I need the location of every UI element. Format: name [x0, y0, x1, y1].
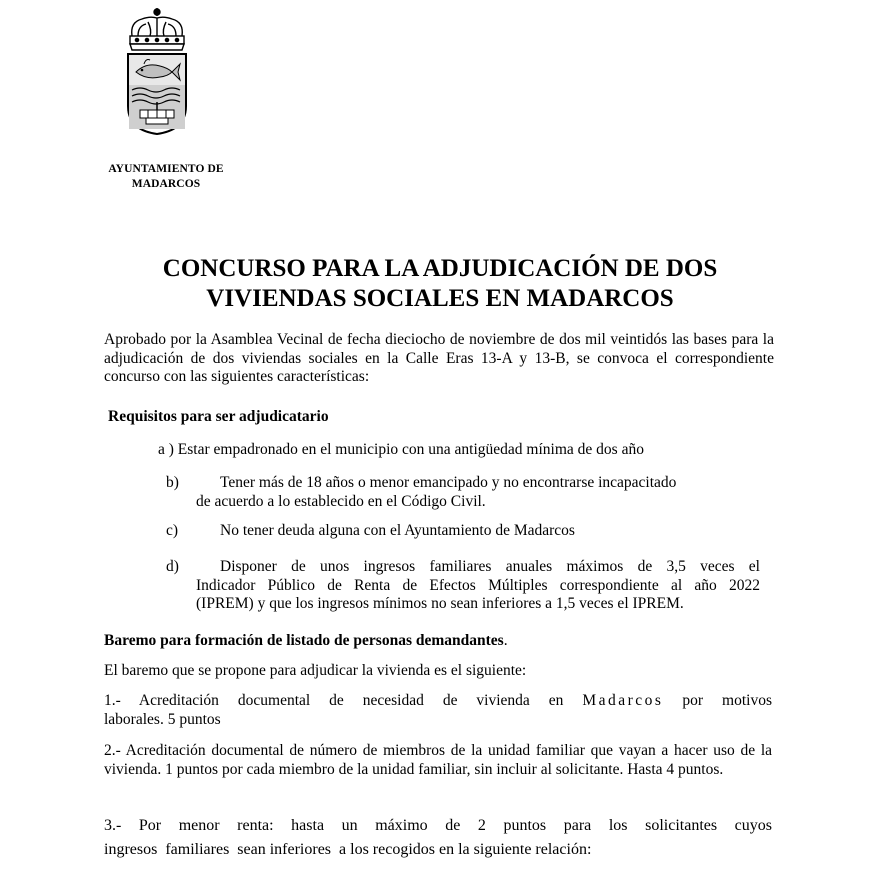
requirement-c-letter: c): [166, 522, 179, 539]
scale-point-1-line2: laborales. 5 puntos: [104, 710, 221, 728]
requirements-heading: Requisitos para ser adjudicatario: [108, 408, 329, 425]
organization-name-line1: AYUNTAMIENTO DE: [108, 163, 224, 175]
coat-of-arms-logo: [124, 6, 190, 136]
scale-intro: El baremo que se propone para adjudicar la vivienda es el siguiente:: [104, 662, 527, 679]
scale-point-3: [104, 814, 772, 862]
scale-point-3-line2: ingresos familiares sean inferiores a los recogidos en la siguiente relación:: [104, 841, 592, 858]
intro-paragraph: Aprobado por la Asamblea Vecinal de fecha dieciocho de noviembre de dos mil veintidós las bases para la adjudicación de dos viviendas sociales en la Calle Eras 13-A y 13-B, se convoca el correspondiente concurso con las siguientes características:: [104, 331, 774, 385]
requirement-d-body: [196, 558, 760, 614]
document-title: [90, 254, 790, 314]
scale-heading-text: Baremo para formación de listado de personas demandantes: [104, 632, 504, 649]
requirement-b-body: [196, 474, 760, 511]
requirement-d-line1: Disponer de unos ingresos familiares anuales máximos de 3,5 veces el: [220, 558, 760, 575]
scale-point-1: [104, 692, 772, 729]
requirement-c-body: [196, 522, 760, 541]
requirement-b-line1: Tener más de 18 años o menor emancipado y no encontrarse incapacitado: [220, 474, 677, 491]
document-title-line2: VIVIENDAS SOCIALES EN MADARCOS: [206, 285, 674, 312]
scale-point-3-line1: 3.- Por menor renta: hasta un máximo de 2 puntos para los solicitantes cuyos: [104, 817, 772, 834]
requirement-b-letter: b): [166, 474, 179, 491]
scale-point-1-part-b: por motivos: [663, 692, 772, 709]
requirement-b: [166, 474, 776, 514]
scale-heading: [104, 632, 508, 651]
requirement-d: [166, 558, 776, 616]
requirement-c-text: No tener deuda alguna con el Ayuntamiento de Madarcos: [220, 522, 575, 539]
requirement-a: a ) Estar empadronado en el municipio con una antigüedad mínima de dos año: [158, 441, 644, 458]
scale-heading-period: .: [503, 632, 508, 649]
scale-point-1-place: Madarcos: [582, 692, 664, 709]
scale-point-2: 2.- Acreditación documental de número de miembros de la unidad familiar que vayan a hacer uso de la vivienda. 1 puntos por cada miembro de la unidad familiar, sin incluir al solicitante. Hasta 4 puntos.: [104, 742, 772, 778]
document-title-line1: CONCURSO PARA LA ADJUDICACIÓN DE DOS: [162, 255, 718, 282]
scale-point-1-line1: [104, 692, 772, 711]
requirement-d-line2: Indicador Público de Renta de Efectos Múltiples correspondiente al año 2022: [196, 576, 760, 594]
requirement-d-line3: (IPREM) y que los ingresos mínimos no sean inferiores a 1,5 veces el IPREM.: [196, 595, 684, 612]
requirement-c: [166, 522, 776, 542]
organization-name: [104, 162, 228, 192]
organization-name-line2: MADARCOS: [131, 178, 201, 190]
scale-point-1-part-a: 1.- Acreditación documental de necesidad de vivienda en: [104, 692, 583, 709]
requirement-b-line2: de acuerdo a lo establecido en el Código Civil.: [196, 492, 486, 510]
requirement-d-letter: d): [166, 558, 179, 575]
